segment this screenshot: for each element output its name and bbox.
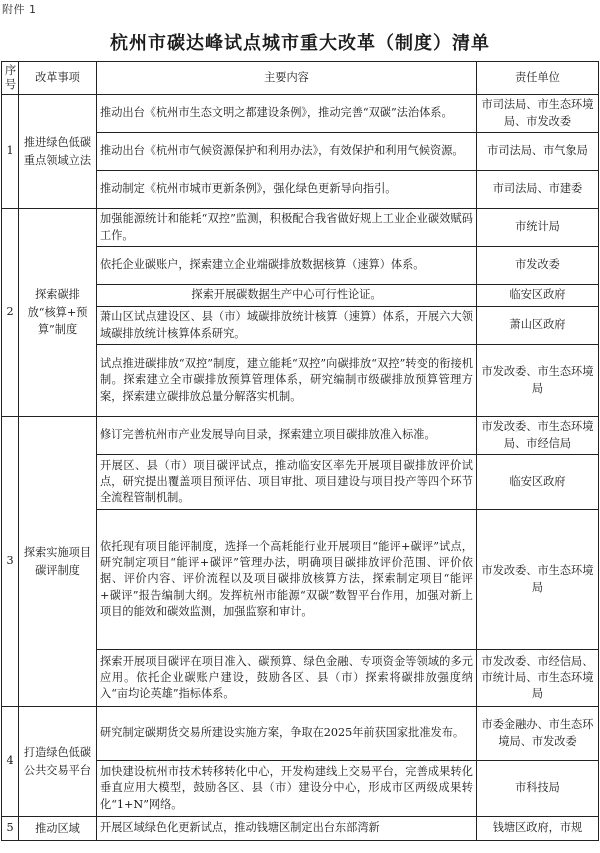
header-unit: 责任单位 xyxy=(477,62,599,95)
attachment-label: 附件 1 xyxy=(2,3,37,16)
header-item: 改革事项 xyxy=(19,62,97,95)
main-content: 推动制定《杭州市城市更新条例》，强化绿色更新导向指引。 xyxy=(97,171,477,209)
reform-item: 推进绿色低碳重点领域立法 xyxy=(19,95,97,209)
table-row xyxy=(2,95,599,133)
responsible-unit: 市发改委 xyxy=(477,247,599,285)
responsible-unit: 市委金融办、市生态环境局、市发改委 xyxy=(477,707,599,761)
responsible-unit: 市司法局、市建委 xyxy=(477,171,599,209)
main-content: 探索开展项目碳评在项目准入、碳预算、绿色金融、专项资金等领域的多元应用。依托企业碳账户建设，鼓励各区、县（市）探索将碳排放强度纳入“亩均论英雄”指标体系。 xyxy=(97,650,477,707)
main-content: 萧山区试点建设区、县（市）域碳排放统计核算（速算）体系，开展六大领域碳排放统计核算体系研究。 xyxy=(97,307,477,345)
group-number: 5 xyxy=(2,817,19,841)
main-content: 修订完善杭州市产业发展导向目录，探索建立项目碳排放准入标准。 xyxy=(97,417,477,455)
responsible-unit: 市发改委、市生态环境局 xyxy=(477,510,599,650)
responsible-unit: 市司法局、市气象局 xyxy=(477,133,599,171)
reform-item: 打造绿色低碳公共交易平台 xyxy=(19,707,97,817)
responsible-unit: 市司法局、市生态环境局、市发改委 xyxy=(477,95,599,133)
main-content: 开展区、县（市）项目碳评试点，推动临安区率先开展项目碳排放评价试点，研究提出覆盖项目预评估、项目审批、项目建设与项目投产等四个环节全流程管制机制。 xyxy=(97,455,477,510)
reform-item: 推动区域 xyxy=(19,817,97,841)
responsible-unit: 萧山区政府 xyxy=(477,307,599,345)
header-num: 序号 xyxy=(2,62,19,95)
group-number: 1 xyxy=(2,95,19,209)
main-content: 探索开展碳数据生产中心可行性论证。 xyxy=(97,285,477,307)
header-content: 主要内容 xyxy=(97,62,477,95)
table-row xyxy=(2,707,599,761)
table-row xyxy=(2,417,599,455)
reform-item: 探索实施项目碳评制度 xyxy=(19,417,97,707)
responsible-unit: 钱塘区政府，市规 xyxy=(477,817,599,841)
responsible-unit: 临安区政府 xyxy=(477,455,599,510)
group-number: 2 xyxy=(2,209,19,417)
main-content: 依托现有项目能评制度，选择一个高耗能行业开展项目“能评+碳评”试点，研究制定项目“能评+碳评”管理办法，明确项目碳排放评价范围、评价依据、评价内容、评价流程以及项目碳排放核算方法，探索制定项目“能评+碳评”报告编制大纲。发挥杭州市能源“双碳”数智平台作用，加强对新上项目的能效和碳效监测，加强监察和审计。 xyxy=(97,510,477,650)
responsible-unit: 临安区政府 xyxy=(477,285,599,307)
main-content: 依托企业碳账户，探索建立企业端碳排放数据核算（速算）体系。 xyxy=(97,247,477,285)
main-content: 加强能源统计和能耗“双控”监测，积极配合我省做好规上工业企业碳效赋码工作。 xyxy=(97,209,477,247)
page-title: 杭州市碳达峰试点城市重大改革（制度）清单 xyxy=(110,33,490,54)
main-content: 推动出台《杭州市气候资源保护和利用办法》，有效保护和利用气候资源。 xyxy=(97,133,477,171)
reform-list-table xyxy=(1,61,599,841)
main-content: 加快建设杭州市技术转移转化中心，开发构建线上交易平台，完善成果转化垂直应用大模型，鼓励各区、县（市）建设分中心，形成市区两级成果转化“1+N”网络。 xyxy=(97,761,477,817)
main-content: 试点推进碳排放“双控”制度，建立能耗“双控”向碳排放“双控”转变的衔接机制。探索建立全市碳排放预算管理体系，研究编制市级碳排放预算管理方案，探索建立碳排放总量分解落实机制。 xyxy=(97,345,477,417)
responsible-unit: 市统计局 xyxy=(477,209,599,247)
reform-item: 探索碳排放“核算+预算”制度 xyxy=(19,209,97,417)
responsible-unit: 市发改委、市经信局、市统计局、市生态环境局 xyxy=(477,650,599,707)
main-content: 研究制定碳期货交易所建设实施方案，争取在2025年前获国家批准发布。 xyxy=(97,707,477,761)
table-row xyxy=(2,209,599,247)
header-row xyxy=(2,62,599,95)
group-number: 3 xyxy=(2,417,19,707)
group-number: 4 xyxy=(2,707,19,817)
responsible-unit: 市科技局 xyxy=(477,761,599,817)
table-row xyxy=(2,817,599,841)
responsible-unit: 市发改委、市生态环境局、市经信局 xyxy=(477,417,599,455)
responsible-unit: 市发改委、市生态环境局 xyxy=(477,345,599,417)
main-content: 推动出台《杭州市生态文明之都建设条例》，推动完善“双碳”法治体系。 xyxy=(97,95,477,133)
main-content: 开展区域绿色化更新试点，推动钱塘区制定出台东部湾新 xyxy=(97,817,477,841)
